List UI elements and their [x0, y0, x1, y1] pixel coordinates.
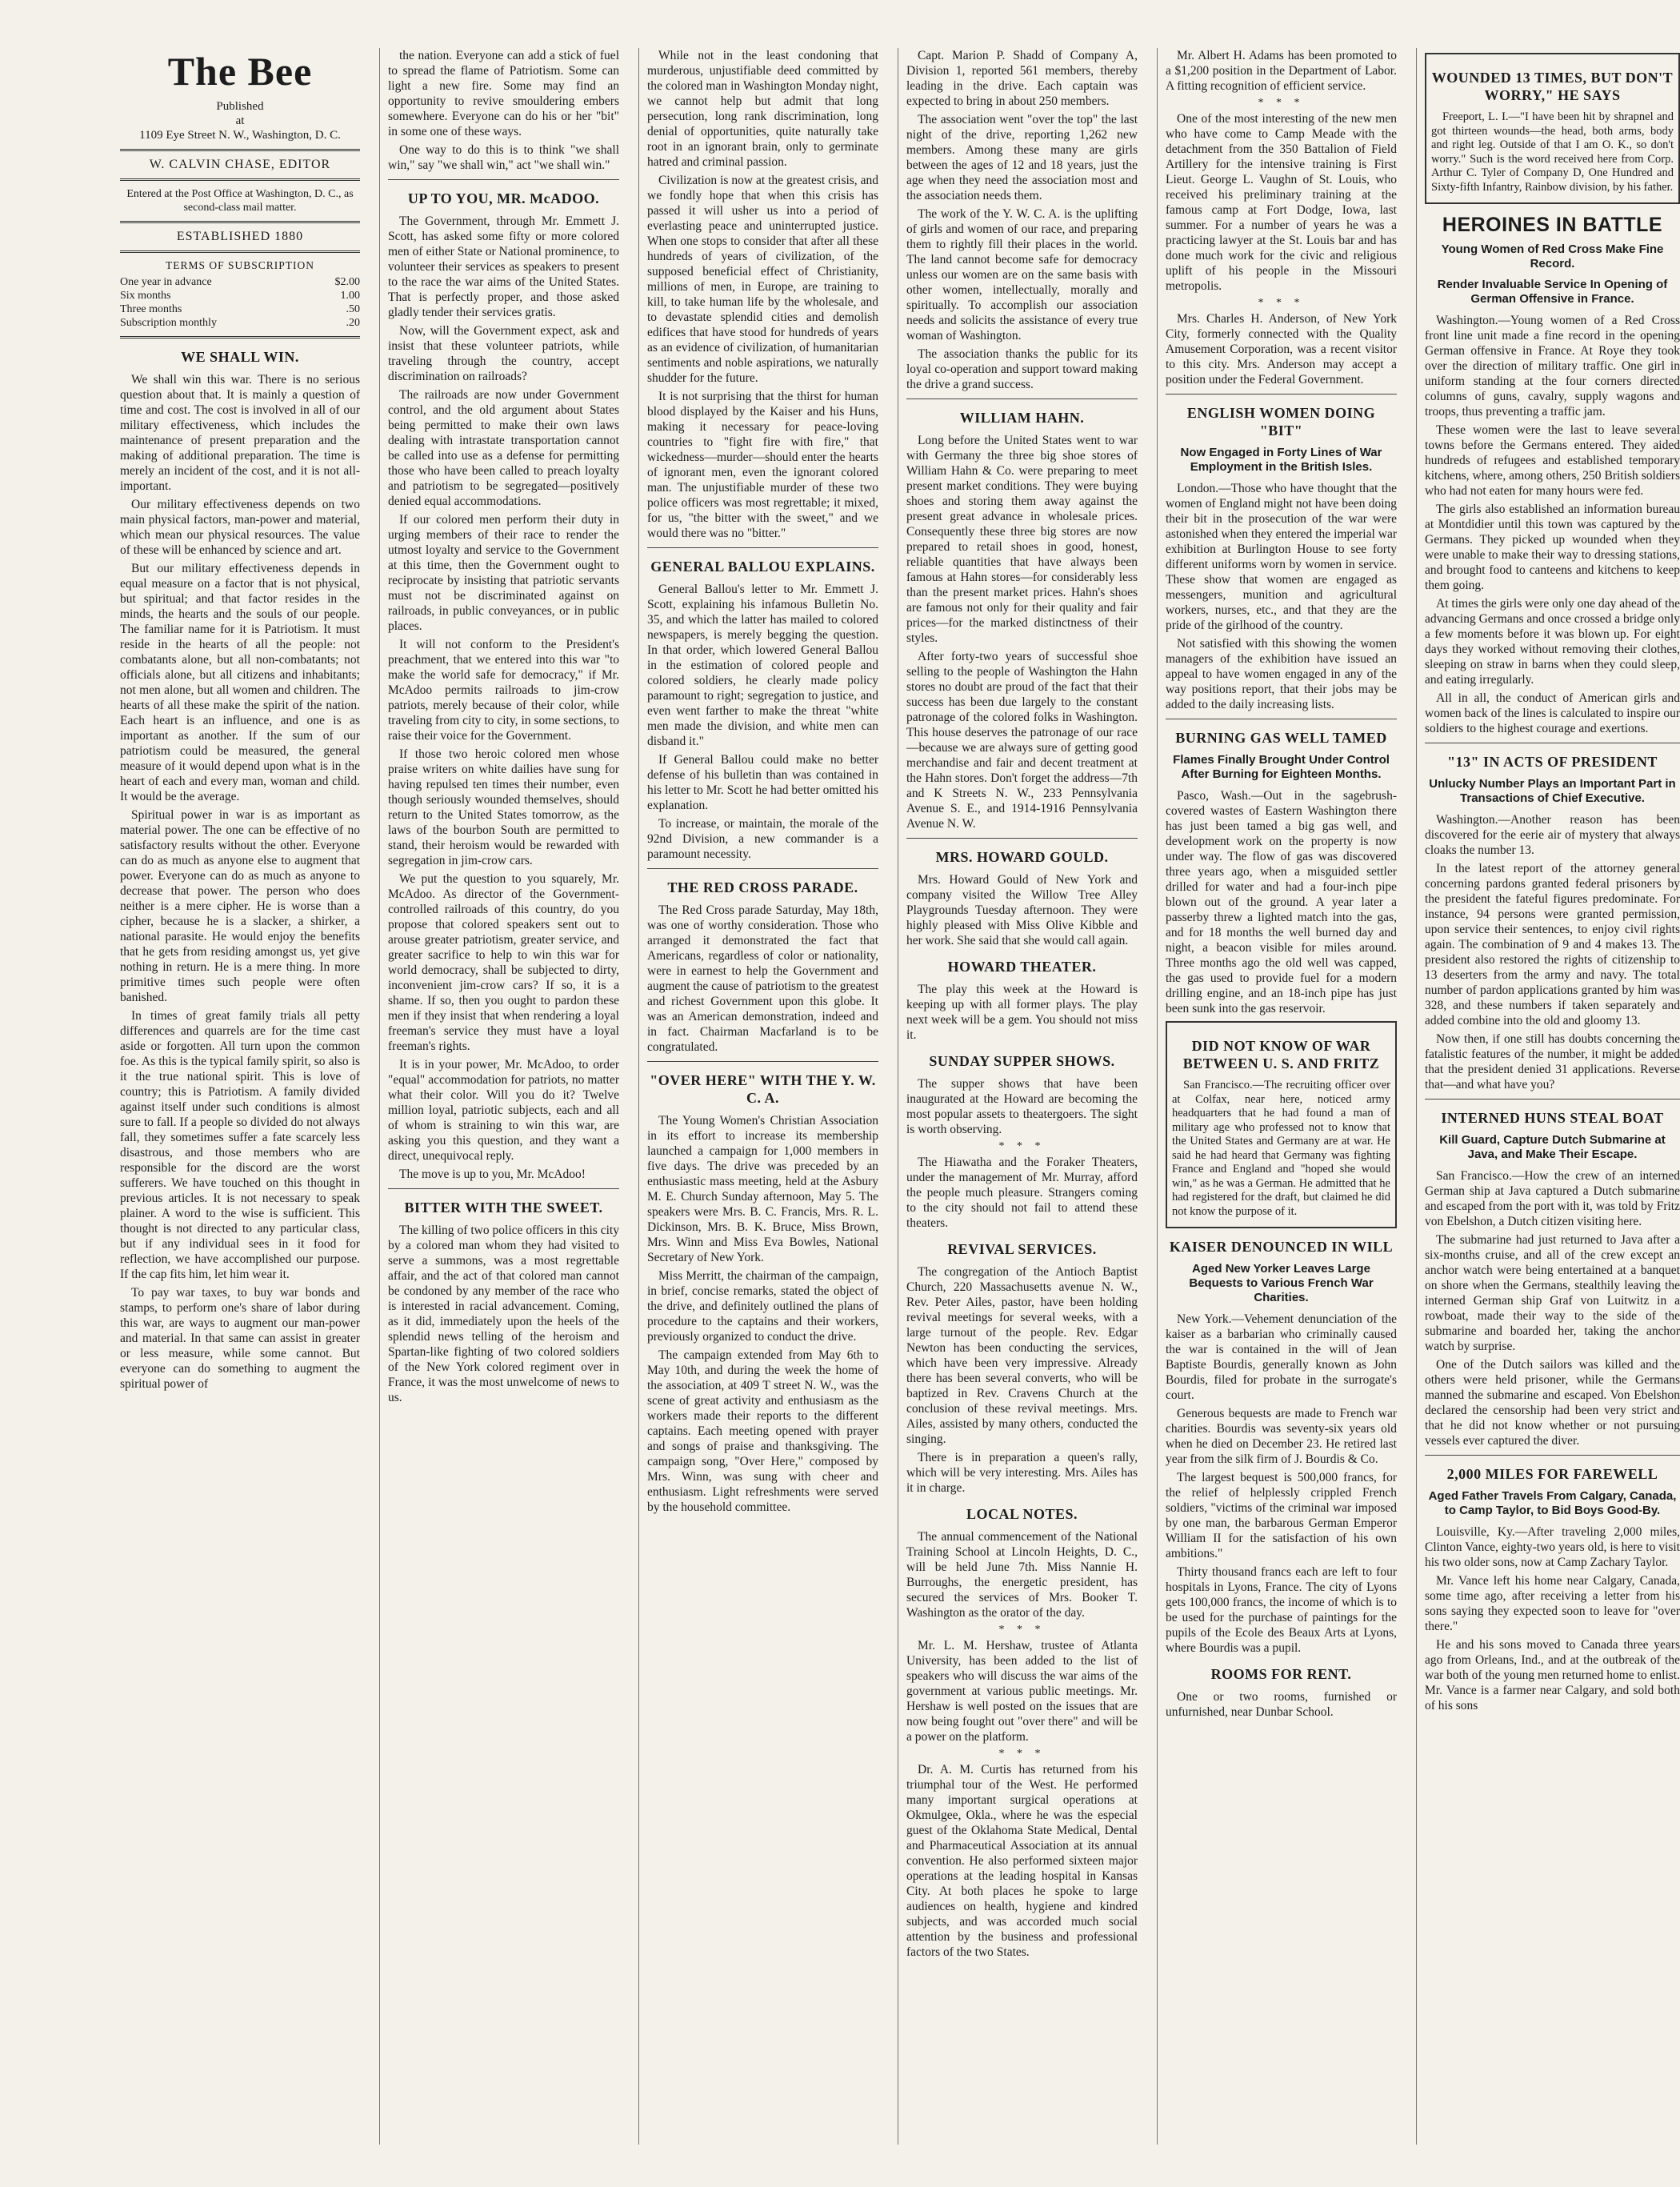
paragraph: Thirty thousand francs each are left to four hospitals in Lyons, France. The city of Lyons gets 100,000 francs, the income of which is to be used for the purchase of paintings for the pupils of the Ecole des Beaux Arts at Lyons, where Bourdis was a pupil. — [1166, 1565, 1397, 1655]
paragraph: The congregation of the Antioch Baptist Church, 220 Massachusetts avenue N. W., Rev. Peter Ailes, pastor, have been holding revival meetings for several weeks, with a large turnout of the people. Rev. Edgar Newton has been conducting the services, which have been very impressive. Already there has been several converts, who will be baptized in Rev. Cravens Church at the conclusion of these revival meetings. Mrs. Ailes, assisted by many others, conducted the singing. — [906, 1265, 1138, 1446]
separator-stars: * * * — [1258, 97, 1305, 109]
column-3 — [638, 48, 878, 2145]
terms-label: One year in advance — [120, 276, 212, 288]
column-5 — [1157, 48, 1397, 2145]
masthead-published — [120, 99, 360, 142]
subhead-thirteen: Unlucky Number Plays an Important Part in Transactions of Chief Executive. — [1429, 777, 1676, 805]
paragraph: In the latest report of the attorney general concerning pardons granted federal prisoners by the president the fateful figures predominate. For instance, 94 persons were granted permission, upon service their sentences, to enjoy civil rights again. The combination of 9 and 4 makes 13. The president also restored the rights of citizenship to 13 deserters from the army and navy. The total number of pardon applications granted by him was 328, and these numbers if taken separately and added combine into the old and gloomy 13. — [1425, 862, 1680, 1027]
headline-farewell: 2,000 MILES FOR FAREWELL — [1446, 1466, 1658, 1482]
paragraph: If our colored men perform their duty in urging members of their race to render the utmost loyalty and service to the Government at this time, then the Government ought to reciprocate by insisting that patriotic servants must not be discriminated against on railroads, in public conveyances, or in public places. — [388, 513, 619, 633]
paragraph: The supper shows that have been inaugurated at the Howard are becoming the most popular assets to theatergoers. The sight is worth observing. — [906, 1077, 1138, 1136]
masthead-title: The Bee — [167, 49, 313, 94]
headline-howard-theater: HOWARD THEATER. — [947, 959, 1097, 975]
subhead-heroines-2: Render Invaluable Service In Opening of German Offensive in France. — [1437, 278, 1668, 306]
headline-hahn: WILLIAM HAHN. — [959, 410, 1085, 426]
divider — [120, 221, 360, 223]
article-mcadoo — [388, 214, 619, 1182]
subhead-burning-gas: Flames Finally Brought Under Control After Burning for Eighteen Months. — [1173, 753, 1390, 781]
paragraph: Our military effectiveness depends on two main physical factors, man-power and material, which mean our physical resources. The value of these will be enhanced by science and art. — [120, 498, 360, 557]
published-label: Published — [216, 100, 264, 113]
headline-sunday-supper: SUNDAY SUPPER SHOWS. — [929, 1053, 1115, 1069]
terms-price: .50 — [346, 303, 360, 315]
headline-mcadoo: UP TO YOU, MR. McADOO. — [407, 190, 600, 206]
divider — [647, 1061, 878, 1062]
headline-ballou: GENERAL BALLOU EXPLAINS. — [650, 559, 875, 575]
column-4 — [898, 48, 1138, 2145]
paragraph: Miss Merritt, the chairman of the campaign, in brief, concise remarks, stated the object of the drive, and definitely outlined the plans of procedure to the captains and their workers, previously organized to conduct the drive. — [647, 1269, 878, 1344]
paragraph: New York.—Vehement denunciation of the kaiser as a barbarian who criminally caused the war is contained in the will of Jean Baptiste Bourdis, generally known as John Bourdis, filed for probate in the surrogate's court. — [1166, 1312, 1397, 1402]
terms-row — [120, 302, 360, 316]
paragraph: There is in preparation a queen's rally, which will be very interesting. Mrs. Ailes has it in charge. — [906, 1451, 1138, 1495]
paragraph: The association thanks the public for its loyal co-operation and support toward making the drive a grand success. — [906, 347, 1138, 391]
paragraph: If General Ballou could make no better defense of his bulletin than was contained in his letter to Mr. Scott he had better omitted his explanation. — [647, 753, 878, 812]
headline-kaiser: KAISER DENOUNCED IN WILL — [1169, 1239, 1394, 1255]
subhead-heroines: Young Women of Red Cross Make Fine Record. — [1441, 242, 1664, 270]
paragraph: After forty-two years of successful shoe selling to the people of Washington the Hahn stores no doubt are proud of the fact that their success has been due largely to the constant patronage of the colored folks in Washington. This house deserves the patronage of our race—because we are always sure of getting good merchandise and fair and decent treatment at the Hahn stores. Don't forget the address—7th and K Streets N. W., 233 Pennsylvania Avenue S. E., and 1914-1916 Pennsylvania Avenue N. W. — [906, 650, 1138, 831]
paragraph: The largest bequest is 500,000 francs, for the relief of helplessly crippled French soldiers, "victims of the criminal war imposed by one man, the barbarous German Emperor William II for the satisfaction of his own ambitions." — [1166, 1471, 1397, 1560]
paragraph: San Francisco.—The recruiting officer over at Colfax, near here, noticed army headquarters that he had found a man of military age who professed not to know that the United States and Germany are at war. He said he had heard that Germany was fighting France and England and "hoped she would win," as he was a German. He admitted that he had registered for the draft, but claimed he did not know the purpose of it. — [1172, 1079, 1390, 1218]
separator-stars: * * * — [1258, 297, 1305, 309]
published-address: 1109 Eye Street N. W., Washington, D. C. — [139, 129, 341, 142]
headline-we-shall-win: WE SHALL WIN. — [181, 349, 299, 365]
divider — [120, 250, 360, 253]
divider — [120, 336, 360, 338]
paragraph: Louisville, Ky.—After traveling 2,000 miles, Clinton Vance, eighty-two years old, is here to visit his two older sons, now at Camp Zachary Taylor. — [1425, 1525, 1680, 1569]
headline-rooms: ROOMS FOR RENT. — [1210, 1666, 1352, 1682]
separator-stars: * * * — [998, 1140, 1046, 1152]
paragraph: The association went "over the top" the last night of the drive, reporting 1,262 new members. Among these many are girls between the ages of 12 and 18 years, just the age when they need the association most and the association needs them. — [906, 113, 1138, 202]
article-ballou — [647, 582, 878, 862]
article-red-cross — [647, 903, 878, 1055]
paragraph: The railroads are now under Government control, and the old argument about States being permitted to make their own laws dealing with intrastate transportation cannot be called into use as a defense for permitting those who have been called to preach loyalty and patriotism to be segregated—positively denied equal accommodations. — [388, 388, 619, 508]
paragraph: It will not conform to the President's preachment, that we entered into this war "to make the world safe for democracy," if Mr. McAdoo permits railroads to jim-crow patriots, merely because of their color, while traveling from city to city, in some sections, to raise their voice for the Government. — [388, 638, 619, 743]
headline-wounded: WOUNDED 13 TIMES, BUT DON'T WORRY," HE SAYS — [1431, 70, 1674, 103]
paragraph: But our military effectiveness depends in equal measure on a factor that is not physical, but spiritual; and that factor resides in the minds, the hearts and the souls of our people. The familiar name for it is Patriotism. It must reside in the hearts of all the people: not combatants alone, but all non-combatants; not officials alone, but all citizens and inhabitants; not men alone, but all women and children. The hearts of all these make the spirit of the nation. Each heart is an influence, and one is as important as another. If the sum of our patriotism could be measured, the general measure of it would depend upon what is in the heart of each and every man, woman and child. It would be the average. — [120, 562, 360, 803]
paragraph: Mrs. Howard Gould of New York and company visited the Willow Tree Alley Playgrounds Tuesday afternoon. They were highly pleased with Miss Olive Kibble and her work. She said that she would call again. — [906, 873, 1138, 947]
paragraph: Long before the United States went to war with Germany the three big shoe stores of William Hahn & Co. were preparing to meet present market conditions. They were buying shoes and storing them away against the present great advance in wholesale prices. Consequently these three big stores are now prepared to retail shoes in good, honest, reliable quantities that have always been famous at Hahn stores—for considerably less than the present market prices. Hahn's shoes are famous not only for their quality and fair prices—for the marked distinctness of their styles. — [906, 434, 1138, 645]
divider — [120, 178, 360, 181]
paragraph: General Ballou's letter to Mr. Emmett J. Scott, explaining his infamous Bulletin No. 35, and which the latter has mailed to colored newspapers, is merely begging the question. In that order, which lowered General Ballou in the estimation of colored people and colored soldiers, he clearly made policy paramount to right; segregation to justice, and even went farther to make the threat "white men made the division, and white men can disband it." — [647, 583, 878, 748]
terms-title: TERMS OF SUBSCRIPTION — [165, 259, 315, 271]
headline-revival: REVIVAL SERVICES. — [947, 1241, 1097, 1257]
paragraph: Now, will the Government expect, ask and insist that these volunteer patriots, while traveling through the country, accept discrimination on railroads? — [388, 324, 619, 383]
paragraph: To increase, or maintain, the morale of the 92nd Division, a new commander is a paramount necessity. — [647, 817, 878, 861]
terms-label: Six months — [120, 290, 171, 302]
paragraph: The Red Cross parade Saturday, May 18th, was one of worthy consideration. Those who arranged it demonstrated the fact that Americans, regardless of color or nationality, were in earnest to help the Government and augment the cause of patriotism to the greatest and richest Government upon this globe. It was an American demonstration, indeed and in fact. Chairman Macfarland is to be congratulated. — [647, 903, 878, 1054]
paragraph: The move is up to you, Mr. McAdoo! — [399, 1168, 586, 1181]
headline-english-women: ENGLISH WOMEN DOING "BIT" — [1186, 405, 1376, 439]
separator-stars: * * * — [998, 1748, 1046, 1760]
paragraph: Civilization is now at the greatest crisis, and we fondly hope that when this crisis has passed it will usher us into a period of everlasting peace and uninterrupted justice. When one stops to consider that after all these hundreds of years of civilization, of the supposed beneficial effect of Christianity, millions of men, in Europe, are training to kill, to take human life by the wholesale, and to devastate splendid cities and demolish edifices that have stood for hundreds of years as an evidence of civilization, of humanitarian sentiments and noble aspirations, we naturally shudder for the future. — [647, 174, 878, 385]
paragraph: The work of the Y. W. C. A. is the uplifting of girls and women of our race, and preparing them to rightly fill their places in the world. The land cannot become safe for democracy unless our women are on the same basis with other women, intellectually, morally and spiritually. To accomplish our association needs and solicits the assistance of every true woman of Washington. — [906, 207, 1138, 342]
paragraph: The girls also established an information bureau at Montdidier until this town was captured by the Germans. They picked up wounded when they were unable to make their way to dressing stations, and brought food to canteens and kitchens to keep them going. — [1425, 503, 1680, 592]
paragraph: London.—Those who have thought that the women of England might not have been doing their bit in the prosecution of the war were astonished when they entered the imperial war exhibition at Burlington House to see forty different uniforms worn by women in service. These show that women are engaged as messengers, munition and agricultural workers, nurses, etc., and that they are the pride of the girlhood of the country. — [1166, 482, 1397, 632]
paragraph: While not in the least condoning that murderous, unjustifiable deed committed by the colored man in Washington Monday night, we cannot help but admit that long persecution, long rank discrimination, long denial of opportunities, quite naturally take root in an ignorant brain, only to germinate hatred and criminal passion. — [647, 49, 878, 169]
divider — [388, 179, 619, 180]
headline-bitter: BITTER WITH THE SWEET. — [404, 1200, 603, 1216]
paragraph: One way to do this is to think "we shall win," say "we shall win," act "we shall win." — [388, 143, 619, 172]
terms-row — [120, 316, 360, 330]
paragraph: He and his sons moved to Canada three years ago from Orleans, Ind., and at the outbreak of the war both of the young men returned home to enlist. Mr. Vance is a farmer near Calgary, and sold both of his sons — [1425, 1638, 1680, 1712]
paragraph: In times of great family trials all petty differences and quarrels are for the time cast aside or forgotten. All turn upon the common foe. As this is the typical family spirit, so also is it the true national spirit. This is love of country; this is Patriotism. A family divided against itself under such conditions is almost sure to fall. If a people so divided do not always fall, they sometimes suffer a fate scarcely less disastrous, and those members who are responsible for the discord are the worst sufferers. We have touched on this thought in previous articles. It is not necessary to speak plainer. A word to the wise is sufficient. This thought is not directed to any particular class, but if any individual sees in it food for reflection, we have accomplished our purpose. If the cap fits him, let him wear it. — [120, 1009, 360, 1281]
paragraph: We put the question to you squarely, Mr. McAdoo. As director of the Government-controlled railroads of this country, do you propose that colored speakers sent out to arouse greater patriotism, greater service, and greater sacrifice to help to win this war for world democracy, shall be subjected to dirty, inconvenient jim-crow cars? If so, it is a shame. If so, then you ought to pardon these men if they insist that when rendering a loyal freeman's service they must have a loyal freeman's rights. — [388, 872, 619, 1053]
paragraph: The Young Women's Christian Association in its effort to increase its membership launched a campaign for 1,000 members in five days. The drive was preceded by an enthusiastic mass meeting, held at the Asbury M. E. Church Sunday afternoon, May 5. The speakers were Mrs. B. C. Francis, Mrs. R. L. Dickinson, Mrs. B. K. Bruce, Miss Brown, Mrs. Winn and Miss Eva Bowles, National Secretary of New York. — [647, 1114, 878, 1264]
terms-price: .20 — [346, 317, 360, 329]
subhead-interned: Kill Guard, Capture Dutch Submarine at Java, and Make Their Escape. — [1439, 1133, 1666, 1161]
paragraph: San Francisco.—How the crew of an interned German ship at Java captured a Dutch submarine and escaped from the port with it, was told by Fritz von Ebelshon, a Dutch citizen visiting here. — [1425, 1169, 1680, 1228]
established-line: ESTABLISHED 1880 — [176, 230, 304, 243]
paragraph: the nation. Everyone can add a stick of fuel to spread the flame of Patriotism. Some can light a new fire. Some may find an opportunity to revive smouldering embers somewhere. Everyone can do his or her "bit" in some one of these ways. — [388, 49, 619, 138]
terms-row — [120, 289, 360, 302]
entered-notice: Entered at the Post Office at Washington, D. C., as second-class mail matter. — [126, 188, 354, 214]
article-hahn — [906, 433, 1138, 831]
paragraph: The campaign extended from May 6th to May 10th, and during the week the home of the association, at 409 T street N. W., was the scene of great activity and enthusiasm as the workers made their reports to the different captains. Each meeting opened with prayer and songs of praise and thanksgiving. The campaign song, "Over Here," composed by Mrs. Winn, was sung with cheer and enthusiasm. Light refreshments were served by the household committee. — [647, 1348, 878, 1514]
paragraph: Mr. Albert H. Adams has been promoted to a $1,200 position in the Department of Labor. A fitting recognition of efficient service. — [1166, 49, 1397, 93]
article-ywca — [647, 1113, 878, 1515]
headline-thirteen: "13" IN ACTS OF PRESIDENT — [1447, 754, 1658, 770]
divider — [1425, 1455, 1680, 1456]
divider — [388, 1188, 619, 1189]
paragraph: One or two rooms, furnished or unfurnished, near Dunbar School. — [1166, 1690, 1397, 1719]
paragraph: Generous bequests are made to French war charities. Bourdis was seventy-six years old when he died on December 23. He retired last year from the silk firm of J. Bourdis & Co. — [1166, 1407, 1397, 1466]
paragraph: Freeport, L. I.—"I have been hit by shrapnel and got thirteen wounds—the head, both arms, body and right leg. Outside of that I am O. K., so don't worry." Such is the word received here from Corp. Arthur C. Tyler of Company D, One Hundred and Sixty-fifth Infantry, Rainbow division, by his father. — [1431, 110, 1674, 194]
subhead-english-women: Now Engaged in Forty Lines of War Employment in the British Isles. — [1180, 446, 1382, 474]
paragraph: The submarine had just returned to Java after a six-months cruise, and all of the crew except an anchor watch were being entertained at a banquet on shore when the Germans, stealthily leaving the interned German ship Graf von Luitwitz in a rowboat, made their way to the side of the submarine and boarded her, taking the anchor watch by surprise. — [1425, 1233, 1680, 1353]
terms-price: $2.00 — [334, 276, 360, 288]
paragraph: Washington.—Another reason has been discovered for the eerie air of mystery that always cloaks the number 13. — [1425, 813, 1680, 857]
paragraph: One of the most interesting of the new men who have come to Camp Meade with the detachment from the 350 Battalion of Field Artillery for the intensive training is First Lieut. George L. Vaughn of St. Louis, who received his preliminary training at the famous camp at Fort Dodge, Iowa, last summer. For a number of years he was a practicing lawyer at the St. Louis bar and has done much work for the civic and religious uplift of his people in the Missouri metropolis. — [1166, 112, 1397, 293]
headline-gould: MRS. HOWARD GOULD. — [935, 849, 1109, 865]
paragraph: Spiritual power in war is as important as material power. The one can be effective of no satisfactory results without the other. Everyone can do as much as anyone else to augment that power. Everyone can do as much as anyone to decrease that power. The person who does neither is a mere cipher. He is worse than a cipher, because he is a slacker, a shirker, a national parasite. He would enjoy the benefits that he gets from residing amongst us, yet give nothing in return. He is a mere thing. In more primitive times such people were often banished. — [120, 808, 360, 1004]
paragraph: Capt. Marion P. Shadd of Company A, Division 1, reported 561 members, thereby leading in the drive. Each captain was expected to bring in about 250 members. — [906, 49, 1138, 108]
subhead-farewell: Aged Father Travels From Calgary, Canada, to Camp Taylor, to Bid Boys Good-By. — [1428, 1489, 1677, 1517]
paragraph: It is in your power, Mr. McAdoo, to order "equal" accommodation for patriots, no matter what their color. Will you do it? Twelve million loyal, patriotic subjects, each and all of whom is straining to win this war, are asking you this question, and they want a direct, unequivocal reply. — [388, 1058, 619, 1163]
headline-burning-gas: BURNING GAS WELL TAMED — [1175, 730, 1387, 746]
divider — [647, 868, 878, 869]
paragraph: It is not surprising that the thirst for human blood displayed by the Kaiser and his Huns, making it necessary for peace-loving countries to "fight fire with fire," that wickedness—murder—should enter the hearts of ignorant men, even the ignorant colored man. The unjustifiable murder of these two police officers was most regrettable; it mixed, for us, "the bitter with the sweet," and we would there was no "bitter." — [647, 390, 878, 540]
headline-did-not-know: DID NOT KNOW OF WAR BETWEEN U. S. AND FRITZ — [1182, 1038, 1380, 1071]
terms-label: Subscription monthly — [120, 317, 217, 329]
column-2 — [379, 48, 619, 2145]
headline-heroines: HEROINES IN BATTLE — [1442, 214, 1663, 236]
paragraph: Mr. L. M. Hershaw, trustee of Atlanta University, has been added to the list of speakers who will discuss the war aims of the government at various public meetings. Mr. Hershaw is well posted on the issues that are now being fought out "over there" and will be a power on the platform. — [906, 1639, 1138, 1744]
paragraph: One of the Dutch sailors was killed and the others were held prisoner, while the Germans manned the submarine and escaped. Von Ebelshon declared the censorship had been very strict and that he did not know whether or not pursuing vessels ever captured the diver. — [1425, 1358, 1680, 1448]
paragraph: To pay war taxes, to buy war bonds and stamps, to perform one's share of labor during this war, are ways to augment our man-power and material. In that same can assist in greater or less measure, while some cannot. But everyone can do something to augment the spiritual power of — [120, 1286, 360, 1391]
paragraph: At times the girls were only one day ahead of the advancing Germans and once crossed a bridge only a few moments before it was blown up. For eight days they worked without removing their clothes, sleeping on straw in barns when they could sleep, and eating irregularly. — [1425, 597, 1680, 687]
paragraph: Washington.—Young women of a Red Cross front line unit made a fine record in the opening German offensive in France. At Roye they took over the direction of military traffic. One girl in uniform standing at the four corners directed columns of guns, cavalry, supply wagons and troops, thus preventing a traffic jam. — [1425, 314, 1680, 419]
box-did-not-know — [1166, 1021, 1397, 1228]
paragraph: Dr. A. M. Curtis has returned from his triumphal tour of the West. He performed many important surgical operations at Okmulgee, Okla., where he was the especial guest of the Oklahoma State Medical, Dental and Pharmaceutical Association at its annual convention. He also performed sixteen major operations at the leading hospital in Kansas City. At both places he spoke to large audiences on health, hygiene and kindred subjects, and was accorded much social attention by the business and professional factors of the two States. — [906, 1763, 1138, 1959]
paragraph: The Hiawatha and the Foraker Theaters, under the management of Mr. Murray, afford the people much pleasure. Strangers coming to the city should not fail to attend these theaters. — [906, 1156, 1138, 1230]
separator-stars: * * * — [998, 1624, 1046, 1636]
paragraph: Not satisfied with this showing the women managers of the exhibition have issued an appeal to have women engaged in any of the way positions report, that their jobs may be added to the daily increasing lists. — [1166, 637, 1397, 711]
divider — [1425, 1099, 1680, 1100]
terms-row — [120, 275, 360, 289]
headline-interned: INTERNED HUNS STEAL BOAT — [1441, 1110, 1664, 1126]
terms-label: Three months — [120, 303, 182, 315]
headline-local-notes: LOCAL NOTES. — [966, 1506, 1078, 1522]
paragraph: We shall win this war. There is no serious question about that. It is mainly a question of time and cost. The cost is involved in all of our military effectiveness, which includes the maintenance of present preparation and the making of additional preparation. The time is merely an incident of the cost, and it is not all-important. — [120, 373, 360, 493]
subhead-kaiser: Aged New Yorker Leaves Large Bequests to Various French War Charities. — [1189, 1262, 1374, 1304]
paragraph: These women were the last to leave several towns before the Germans entered. They aided hundreds of refugees and established temporary kitchens, where, among others, 250 British soldiers who had not eaten for many hours were fed. — [1425, 423, 1680, 498]
divider — [647, 547, 878, 548]
paragraph: Now then, if one still has doubts concerning the fatalistic features of the number, it might be added that the president denied 31 applications. Reverse that—and what have you? — [1425, 1032, 1680, 1091]
paragraph: If those two heroic colored men whose praise writers on white dailies have sung for having repulsed ten times their number, even though seriously wounded themselves, should return to the United States tomorrow, as the laws of the bourbon South are permitted to stand, their heroism would be rewarded with segregation in jim-crow cars. — [388, 747, 619, 867]
article-bitter — [388, 1223, 619, 1405]
box-wounded — [1425, 53, 1680, 204]
paragraph: Pasco, Wash.—Out in the sagebrush-covered wastes of Eastern Washington there has just been tamed a big gas well, and development work on the property is now under way. The flow of gas was discovered three years ago, when a misguided settler drilled for water and had a four-inch pipe blown out of the ground. A year later a passerby threw a lighted match into the gas, and for 18 months the well burned day and night, a beacon visible for miles around. Three months ago the old well was capped, the gas used to provide fuel for a modern drilling engine, and an 18-inch pipe has just been sunk into the gas reservoir. — [1166, 789, 1397, 1015]
terms-price: 1.00 — [340, 290, 360, 302]
editor-line: W. CALVIN CHASE, EDITOR — [149, 158, 331, 171]
paragraph: The play this week at the Howard is keeping up with all former plays. The play next week will be a gem. You should not miss it. — [906, 983, 1138, 1042]
column-6 — [1416, 48, 1680, 2145]
article-we-shall-win — [120, 372, 360, 1392]
paragraph: Mr. Vance left his home near Calgary, Canada, some time ago, after receiving a letter from his sons saying they expected soon to leave for "over there." — [1425, 1574, 1680, 1633]
columns — [120, 48, 1680, 2145]
divider — [120, 149, 360, 151]
paragraph: All in all, the conduct of American girls and women back of the lines is calculated to inspire our soldiers to the highest courage and exertions. — [1425, 691, 1680, 735]
headline-red-cross: THE RED CROSS PARADE. — [667, 879, 858, 895]
terms-table — [120, 275, 360, 330]
paragraph: Mrs. Charles H. Anderson, of New York City, formerly connected with the Quality Amusement Corporation, was a recent visitor to this city. Mrs. Anderson may accept a position under the Federal Government. — [1166, 312, 1397, 387]
column-1 — [120, 48, 360, 2145]
headline-ywca: "OVER HERE" WITH THE Y. W. C. A. — [650, 1072, 876, 1106]
divider — [1166, 394, 1397, 395]
paragraph: The Government, through Mr. Emmett J. Scott, has asked some fifty or more colored men of either State or National prominence, to volunteer their services as speakers to present to the race the war aims of the United States. That is perfectly proper, and those asked gladly tender their services gratis. — [388, 214, 619, 319]
published-at: at — [235, 114, 245, 127]
divider — [906, 838, 1138, 839]
paragraph: The killing of two police officers in this city by a colored man whom they had visited to serve a summons, was a most regrettable affair, and the act of that colored man cannot be condoned by any member of the race who is interested in racial advancement. Coming, as it did, immediately upon the heels of the splendid news telling of the heroism and Spartan-like fighting of two colored soldiers of the New York colored regiment over in France, it was the most unwelcome of news to us. — [388, 1224, 619, 1404]
paragraph: The annual commencement of the National Training School at Lincoln Heights, D. C., will be held June 7th. Miss Nannie H. Burroughs, the energetic president, has secured the services of Mrs. Booker T. Washington as the orator of the day. — [906, 1530, 1138, 1620]
